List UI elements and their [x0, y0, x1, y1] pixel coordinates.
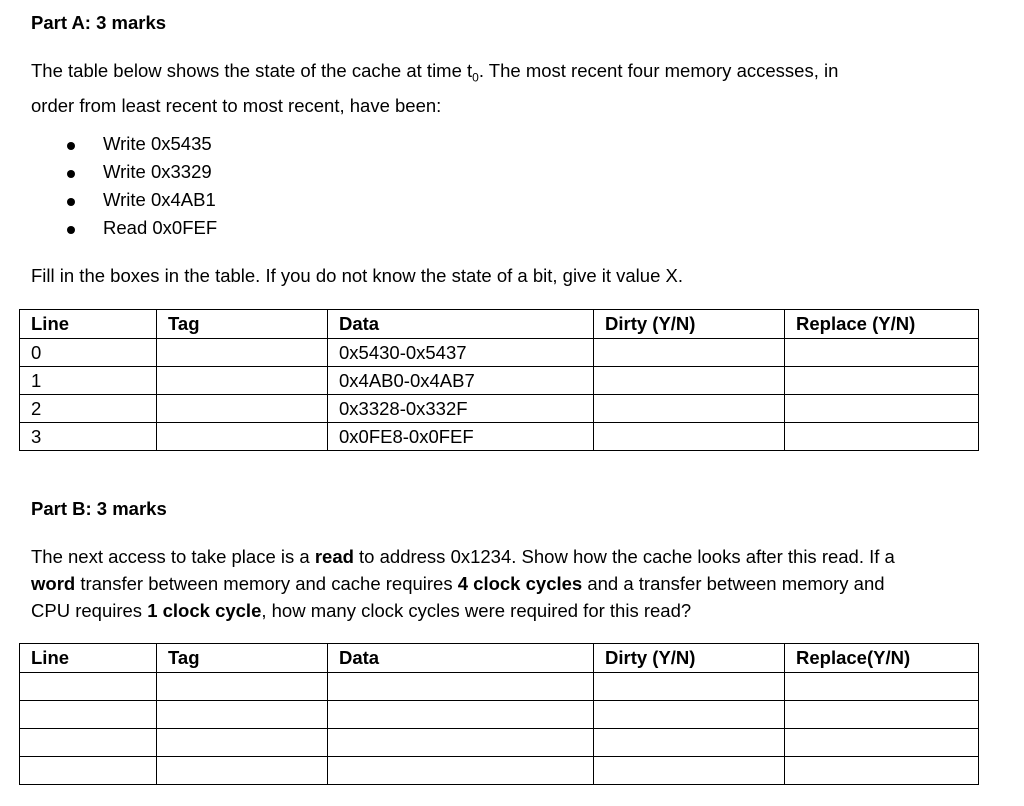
- bullet-icon: [67, 226, 75, 234]
- access-item: Write 0x3329: [103, 161, 212, 182]
- cell-line: 2: [20, 395, 157, 423]
- cell-data: 0x5430-0x5437: [328, 339, 594, 367]
- header-dirty: Dirty (Y/N): [594, 310, 785, 339]
- header-data: Data: [328, 310, 594, 339]
- table-row: [20, 423, 979, 451]
- desc-bold: word: [31, 573, 76, 594]
- cell-tag[interactable]: [157, 339, 328, 367]
- cell-replace[interactable]: [785, 757, 979, 785]
- cell-data[interactable]: [328, 673, 594, 701]
- table-row: [20, 757, 979, 785]
- cell-replace[interactable]: [785, 339, 979, 367]
- cell-line[interactable]: [20, 673, 157, 701]
- cell-data[interactable]: [328, 701, 594, 729]
- access-item: Write 0x4AB1: [103, 189, 216, 210]
- desc-text: , how many clock cycles were required for this read?: [261, 600, 692, 621]
- cache-table-b: [19, 643, 979, 785]
- part-b-description: [31, 543, 895, 624]
- cell-dirty[interactable]: [594, 757, 785, 785]
- cell-data[interactable]: [328, 729, 594, 757]
- table-row: [20, 673, 979, 701]
- cell-replace[interactable]: [785, 729, 979, 757]
- access-item: Write 0x5435: [103, 133, 212, 154]
- bullet-icon: [67, 198, 75, 206]
- desc-text: and a transfer between memory and: [582, 573, 885, 594]
- cell-tag[interactable]: [157, 757, 328, 785]
- cell-line: 3: [20, 423, 157, 451]
- cell-line[interactable]: [20, 757, 157, 785]
- cell-replace[interactable]: [785, 673, 979, 701]
- header-tag: Tag: [157, 310, 328, 339]
- cell-data: 0x3328-0x332F: [328, 395, 594, 423]
- cell-data[interactable]: [328, 757, 594, 785]
- cell-tag[interactable]: [157, 729, 328, 757]
- table-row: [20, 701, 979, 729]
- cell-dirty[interactable]: [594, 395, 785, 423]
- desc-bold: 1 clock cycle: [147, 600, 262, 621]
- cell-tag[interactable]: [157, 395, 328, 423]
- cell-replace[interactable]: [785, 701, 979, 729]
- table-row: [20, 367, 979, 395]
- bullet-icon: [67, 142, 75, 150]
- header-tag: Tag: [157, 644, 328, 673]
- desc-text: The next access to take place is a: [31, 546, 315, 567]
- header-replace: Replace(Y/N): [785, 644, 979, 673]
- cell-dirty[interactable]: [594, 423, 785, 451]
- cell-line: 0: [20, 339, 157, 367]
- header-dirty: Dirty (Y/N): [594, 644, 785, 673]
- table-row: [20, 339, 979, 367]
- cell-dirty[interactable]: [594, 701, 785, 729]
- cell-tag[interactable]: [157, 701, 328, 729]
- header-replace: Replace (Y/N): [785, 310, 979, 339]
- header-line: Line: [20, 310, 157, 339]
- part-a-heading: Part A: 3 marks: [31, 12, 167, 33]
- cell-dirty[interactable]: [594, 339, 785, 367]
- intro-text-1-rest: . The most recent four memory accesses, in: [478, 60, 839, 81]
- cell-data: 0x4AB0-0x4AB7: [328, 367, 594, 395]
- cache-table-a: [19, 309, 979, 451]
- table-header-row: [20, 310, 979, 339]
- cell-dirty[interactable]: [594, 673, 785, 701]
- cell-replace[interactable]: [785, 395, 979, 423]
- intro-subscript: 0: [472, 70, 479, 85]
- header-data: Data: [328, 644, 594, 673]
- cell-data: 0x0FE8-0x0FEF: [328, 423, 594, 451]
- header-line: Line: [20, 644, 157, 673]
- part-a-intro: [31, 57, 838, 119]
- bullet-icon: [67, 170, 75, 178]
- table-row: [20, 729, 979, 757]
- intro-text-1: The table below shows the state of the cache at time t: [31, 60, 473, 81]
- desc-text: to address 0x1234. Show how the cache looks after this read. If a: [353, 546, 895, 567]
- cell-dirty[interactable]: [594, 367, 785, 395]
- desc-bold: 4 clock cycles: [457, 573, 583, 594]
- cell-tag[interactable]: [157, 673, 328, 701]
- cell-line[interactable]: [20, 729, 157, 757]
- part-b-heading: Part B: 3 marks: [31, 498, 167, 519]
- cell-tag[interactable]: [157, 423, 328, 451]
- desc-text: CPU requires: [31, 600, 148, 621]
- table-row: [20, 395, 979, 423]
- table-header-row: [20, 644, 979, 673]
- cell-replace[interactable]: [785, 423, 979, 451]
- desc-text: transfer between memory and cache requires: [75, 573, 458, 594]
- cell-tag[interactable]: [157, 367, 328, 395]
- cell-line[interactable]: [20, 701, 157, 729]
- cell-line: 1: [20, 367, 157, 395]
- access-item: Read 0x0FEF: [103, 217, 218, 238]
- cell-replace[interactable]: [785, 367, 979, 395]
- instruction-text: Fill in the boxes in the table. If you do not know the state of a bit, give it value X.: [31, 265, 683, 286]
- desc-bold: read: [314, 546, 354, 567]
- cell-dirty[interactable]: [594, 729, 785, 757]
- intro-text-2: order from least recent to most recent, have been:: [31, 94, 442, 116]
